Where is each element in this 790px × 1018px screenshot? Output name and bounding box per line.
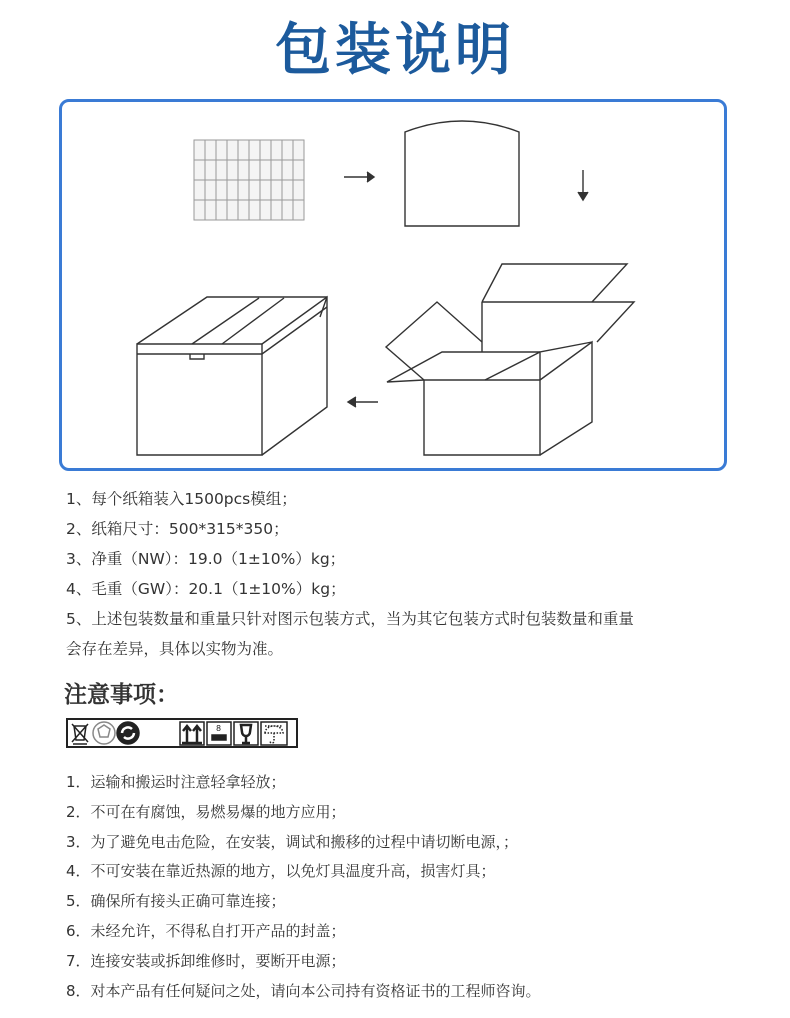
notice-heading: 注意事项： bbox=[64, 682, 179, 708]
packaging-diagram bbox=[59, 99, 727, 471]
notice-item: 3．为了避免电击危险，在安装，调试和搬移的过程中请切断电源，； bbox=[66, 832, 519, 851]
spec-item: 4、毛重（GW）：20.1（1±10%）kg； bbox=[66, 580, 346, 598]
handling-symbols bbox=[66, 718, 298, 752]
sealed-carton-icon bbox=[137, 297, 327, 455]
bag-icon bbox=[405, 121, 519, 226]
arrow-down-icon bbox=[578, 170, 588, 200]
arrow-right-icon bbox=[344, 172, 374, 182]
page-title: 包装说明 bbox=[275, 18, 515, 83]
spec-item: 会存在差异，具体以实物为准。 bbox=[66, 640, 284, 658]
stack-limit-icon bbox=[207, 722, 231, 745]
packaging-specs bbox=[66, 484, 634, 664]
spec-item: 1、每个纸箱装入1500pcs模组； bbox=[66, 490, 297, 508]
stack-limit-number: 8 bbox=[216, 724, 222, 733]
this-way-up-icon bbox=[180, 722, 204, 745]
led-module-strip-icon bbox=[194, 140, 304, 220]
arrow-left-icon bbox=[348, 397, 378, 407]
spec-item: 3、净重（NW）：19.0（1±10%）kg； bbox=[66, 550, 346, 568]
notice-item: 6．未经允许，不得私自打开产品的封盖； bbox=[66, 921, 346, 940]
green-dot-icon bbox=[117, 722, 139, 744]
open-carton-icon bbox=[386, 264, 634, 455]
weee-bin-icon bbox=[72, 724, 88, 744]
fragile-icon bbox=[234, 722, 258, 745]
notice-item: 1．运输和搬运时注意轻拿轻放； bbox=[66, 773, 286, 791]
keep-dry-icon bbox=[261, 722, 287, 745]
spec-item: 5、上述包装数量和重量只针对图示包装方式，当为其它包装方式时包装数量和重量 bbox=[66, 610, 634, 628]
notice-item: 7．连接安装或拆卸维修时，要断开电源； bbox=[66, 951, 346, 970]
recycle-icon bbox=[93, 722, 115, 744]
notice-list bbox=[66, 768, 541, 1006]
spec-item: 2、纸箱尺寸：500*315*350； bbox=[66, 520, 289, 538]
notice-item: 5．确保所有接头正确可靠连接； bbox=[66, 892, 286, 911]
notice-item: 4．不可安装在靠近热源的地方，以免灯具温度升高，损害灯具； bbox=[66, 862, 496, 881]
notice-item: 8．对本产品有任何疑问之处，请向本公司持有资格证书的工程师咨询。 bbox=[66, 981, 541, 1000]
notice-item: 2．不可在有腐蚀，易燃易爆的地方应用； bbox=[66, 802, 346, 821]
